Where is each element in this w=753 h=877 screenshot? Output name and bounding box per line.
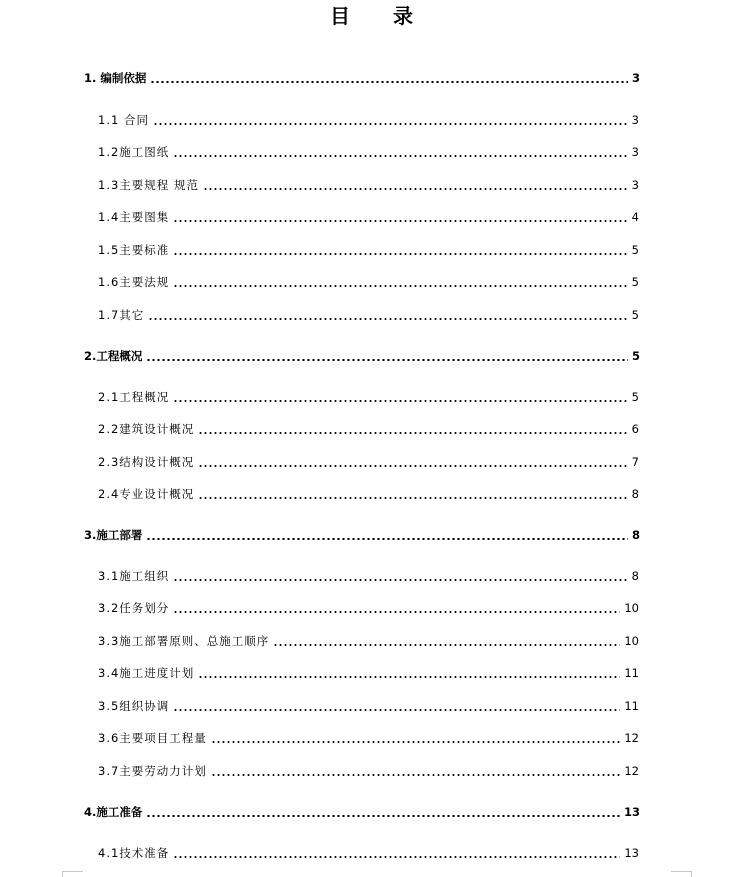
page-corner-mark-left — [62, 871, 83, 877]
toc-leader — [148, 318, 627, 320]
toc-entry-text: 3.3施工部署原则、总施工顺序 — [98, 634, 270, 648]
toc-entry-3-2[interactable] — [98, 598, 639, 618]
toc-entry-1-2[interactable] — [98, 142, 639, 162]
toc-entry-3-4[interactable] — [98, 663, 639, 683]
toc-entry-text: 4.1技术准备 — [98, 846, 170, 860]
toc-entry-text: 3.2任务划分 — [98, 601, 170, 615]
document-title: 目 录 — [330, 4, 431, 28]
toc-leader — [173, 253, 627, 255]
toc-leader — [173, 155, 627, 157]
toc-page-number: 5 — [631, 390, 639, 404]
toc-entry-text: 1. 编制依据 — [84, 71, 147, 85]
toc-entry-text: 1.6主要法规 — [98, 275, 170, 289]
toc-entry-2-4[interactable] — [98, 484, 639, 504]
toc-page-number: 3 — [631, 113, 639, 127]
toc-leader — [198, 676, 620, 678]
toc-leader — [173, 709, 620, 711]
toc-page-number: 11 — [624, 699, 639, 713]
toc-entry-text: 1.3主要规程 规范 — [98, 178, 199, 192]
toc-leader — [173, 579, 627, 581]
toc-leader — [203, 188, 628, 190]
toc-entry-text: 1.5主要标准 — [98, 243, 170, 257]
toc-page-number: 5 — [631, 349, 640, 363]
toc-entry-text: 2.2建筑设计概况 — [98, 422, 195, 436]
toc-entry-text: 1.1 合同 — [98, 113, 149, 127]
toc-leader — [198, 465, 627, 467]
toc-entry-3-3[interactable] — [98, 631, 639, 651]
toc-page-number: 6 — [631, 422, 639, 436]
toc-entry-1-4[interactable] — [98, 207, 639, 227]
toc-leader — [198, 497, 627, 499]
toc-entry-4[interactable] — [84, 802, 640, 822]
toc-page-number: 3 — [631, 71, 640, 85]
toc-entry-text: 3.5组织协调 — [98, 699, 170, 713]
toc-leader — [198, 432, 627, 434]
toc-entry-1-1[interactable] — [98, 110, 639, 130]
toc-page-number: 7 — [631, 455, 639, 469]
toc-page-number: 10 — [624, 634, 639, 648]
toc-entry-1-3[interactable] — [98, 175, 639, 195]
toc-entry-1-6[interactable] — [98, 272, 639, 292]
toc-page-number: 5 — [631, 308, 639, 322]
toc-leader — [211, 774, 621, 776]
toc-page-number: 11 — [624, 666, 639, 680]
toc-page-number: 8 — [631, 528, 640, 542]
toc-entry-text: 3.7主要劳动力计划 — [98, 764, 207, 778]
page-corner-mark-right — [671, 871, 692, 877]
toc-entry-text: 2.4专业设计概况 — [98, 487, 195, 501]
toc-entry-3-7[interactable] — [98, 761, 639, 781]
toc-entry-text: 1.4主要图集 — [98, 210, 170, 224]
toc-page-number: 12 — [624, 731, 639, 745]
toc-page-number: 10 — [624, 601, 639, 615]
toc-entry-text: 1.2施工图纸 — [98, 145, 170, 159]
toc-page-number: 3 — [631, 145, 639, 159]
toc-page-number: 3 — [631, 178, 639, 192]
toc-page-number: 5 — [631, 275, 639, 289]
toc-page-number: 4 — [631, 210, 639, 224]
toc-leader — [173, 856, 620, 858]
toc-entry-text: 3.6主要项目工程量 — [98, 731, 207, 745]
toc-entry-2-1[interactable] — [98, 387, 639, 407]
toc-entry-3[interactable] — [84, 525, 640, 545]
toc-entry-text: 3.1施工组织 — [98, 569, 170, 583]
toc-leader — [153, 123, 628, 125]
toc-leader — [173, 611, 620, 613]
toc-entry-text: 2.1工程概况 — [98, 390, 170, 404]
toc-page-number: 13 — [623, 805, 640, 819]
toc-entry-text: 4.施工准备 — [84, 805, 143, 819]
toc-page-number: 8 — [631, 487, 639, 501]
toc-entry-3-6[interactable] — [98, 728, 639, 748]
toc-leader — [173, 400, 627, 402]
toc-page-number: 8 — [631, 569, 639, 583]
toc-entry-text: 2.3结构设计概况 — [98, 455, 195, 469]
toc-page-number: 13 — [624, 846, 639, 860]
toc-leader — [173, 220, 627, 222]
toc-entry-1[interactable] — [84, 68, 640, 88]
toc-entry-text: 2.工程概况 — [84, 349, 143, 363]
toc-page-number: 5 — [631, 243, 639, 257]
toc-entry-2-3[interactable] — [98, 452, 639, 472]
toc-entry-1-5[interactable] — [98, 240, 639, 260]
toc-page-number: 12 — [624, 764, 639, 778]
toc-leader — [146, 815, 620, 817]
toc-entry-1-7[interactable] — [98, 305, 639, 325]
toc-entry-4-1[interactable] — [98, 843, 639, 863]
toc-entry-2-2[interactable] — [98, 419, 639, 439]
toc-leader — [211, 741, 621, 743]
toc-leader — [146, 359, 628, 361]
toc-entry-text: 3.施工部署 — [84, 528, 143, 542]
toc-leader — [150, 81, 628, 83]
toc-entry-text: 1.7其它 — [98, 308, 145, 322]
toc-leader — [273, 644, 620, 646]
toc-entry-2[interactable] — [84, 346, 640, 366]
toc-leader — [146, 538, 628, 540]
toc-entry-3-5[interactable] — [98, 696, 639, 716]
toc-leader — [173, 285, 627, 287]
toc-entry-text: 3.4施工进度计划 — [98, 666, 195, 680]
toc-entry-3-1[interactable] — [98, 566, 639, 586]
